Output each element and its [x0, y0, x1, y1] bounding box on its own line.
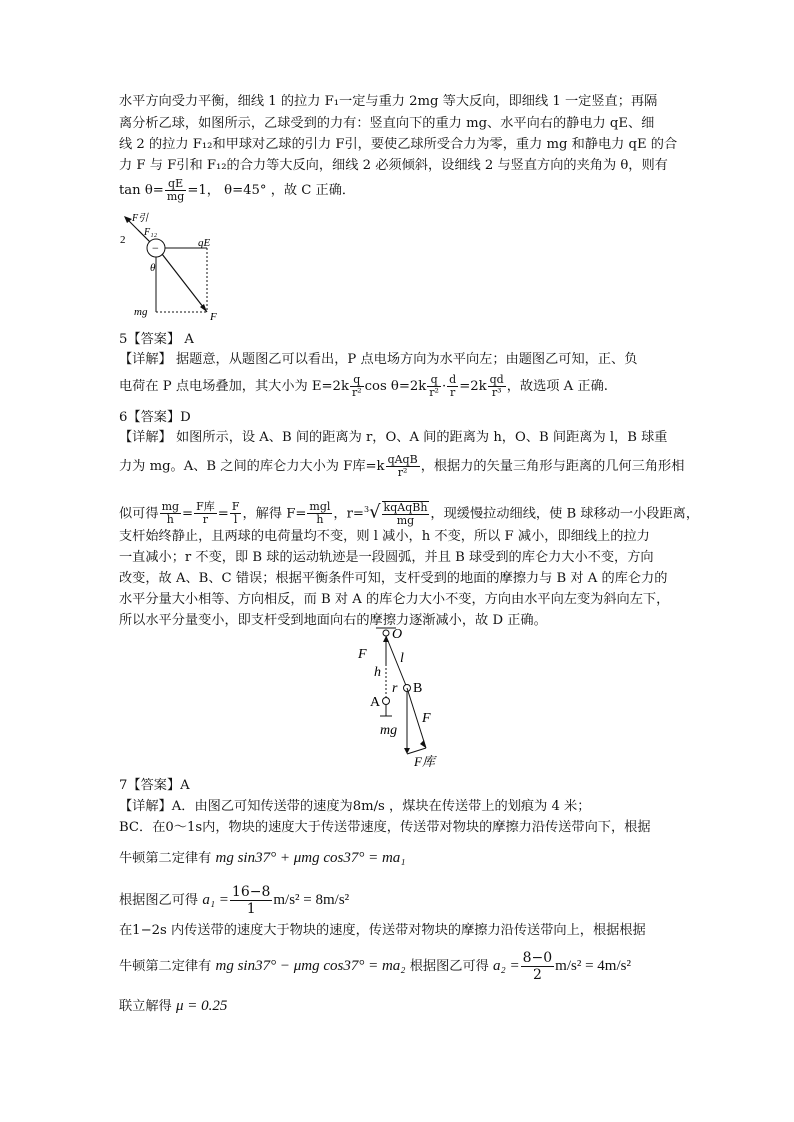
frac-num: F — [231, 500, 240, 514]
math-expr: a₁ = — [202, 892, 229, 908]
eq-text: 牛顿第二定律有 — [119, 959, 212, 974]
label-f-yin: F引 — [132, 213, 149, 224]
fraction — [350, 374, 364, 399]
fraction — [521, 950, 555, 983]
frac-den: r² — [351, 386, 362, 399]
fraction — [447, 374, 458, 399]
label-f: F — [422, 711, 431, 726]
tan-equation — [119, 178, 355, 203]
eq-text: = — [182, 506, 194, 522]
label-f: F — [210, 311, 217, 323]
para-line: 力 F 与 F引和 F₁₂的合力等大反向，细线 2 必须倾斜，设细线 2 与竖直方向的夹角为 θ，则有 — [119, 158, 668, 173]
frac-num: mg — [161, 500, 180, 514]
fraction — [307, 501, 332, 526]
explain-7-line: 在1−2s 内传送带的速度大于物块的速度，传送带对物块的摩擦力沿传送带向上，根据根据 — [119, 923, 646, 938]
math-expr: mg sin37° + μmg cos37° = ma₁ — [215, 850, 406, 866]
explain-6-line: 水平分量大小相等、方向相反，而 B 对 A 的库仑力大小不变，方向由水平向左变为斜向左下， — [119, 592, 670, 607]
explain-7-equation — [119, 950, 631, 983]
frac-num: qAqB — [387, 453, 418, 466]
fraction — [230, 501, 242, 526]
explain-7-equation — [119, 848, 406, 869]
explain-7-equation — [119, 996, 227, 1017]
fraction — [194, 501, 217, 526]
eq-text: ，故选项 A 正确. — [506, 379, 608, 394]
frac-num: F库 — [196, 500, 215, 514]
eq-text: 电荷在 P 点电场叠加，其大小为 E=2k — [119, 379, 349, 394]
explain-6-equation — [119, 500, 699, 527]
math-expr: m/s² = 4m/s² — [555, 958, 631, 974]
label-r: r — [392, 681, 398, 696]
frac-den: r² — [429, 386, 439, 399]
eq-text: 根据图乙可得 — [119, 893, 199, 908]
frac-den: mg — [166, 190, 185, 203]
label-h: h — [374, 665, 381, 680]
resultant-f — [162, 254, 207, 312]
explain-6-line: 支杆始终静止，且两球的电荷量均不变，则 l 减小，h 不变，所以 F 减小，即细线上的拉力 — [119, 529, 650, 544]
pivot-o — [383, 630, 389, 636]
eq-text: =1， θ=45° ，故 C 正确． — [187, 183, 356, 198]
label-line-2: 2 — [120, 234, 126, 246]
label-f-ku: F库 — [414, 754, 435, 769]
eq-text: ，根据力的矢量三角形与距离的几何三角形相 — [420, 459, 685, 474]
explain-5-equation — [119, 374, 608, 399]
eq-text: 似可得 — [119, 506, 159, 522]
fraction — [488, 374, 506, 399]
eq-text: ，现缓慢拉动细线，使 B 球移动一小段距离， — [430, 506, 700, 522]
fraction — [427, 374, 441, 399]
answer-5: 5【答案】 A — [119, 332, 194, 347]
eq-text: tan θ= — [119, 183, 164, 198]
frac-den: h — [316, 513, 324, 527]
eq-text: =2k — [459, 379, 487, 394]
eq-text: ，r= — [333, 506, 364, 522]
explain-6-equation — [119, 454, 684, 479]
frac-num: 8−0 — [522, 950, 553, 966]
arrow-head — [124, 216, 132, 223]
eq-text: 力为 mg。A、B 之间的库仑力大小为 F库=k — [119, 459, 385, 474]
frac-num: mgl — [309, 500, 331, 514]
frac-num: q — [350, 374, 364, 387]
explain-6-line: 【详解】 如图所示，设 A、B 间的距离为 r，O、A 间的距离为 h，O、B 间距离为 l，B 球重 — [119, 430, 668, 445]
root-index: 3 — [363, 505, 370, 514]
math-expr: m/s² = 8m/s² — [273, 892, 350, 908]
eq-text: ，解得 F= — [242, 506, 307, 522]
label-qe: qE — [198, 237, 211, 249]
frac-den: r — [450, 386, 456, 399]
eq-text: 牛顿第二定律有 — [119, 851, 212, 866]
eq-text: · — [441, 379, 447, 394]
force-diagram-ball — [112, 208, 232, 326]
label-mg: mg — [134, 306, 148, 318]
explain-6-line: 改变，故 A、B、C 错误；根据平衡条件可知，支杆受到的地面的摩擦力与 B 对 A 的库仑力的 — [119, 571, 668, 586]
label-f-up: F — [358, 647, 367, 662]
fraction — [160, 501, 181, 526]
math-expr: μ = 0.25 — [175, 998, 228, 1014]
frac-den: 2 — [532, 967, 542, 983]
fraction — [386, 454, 420, 479]
frac-den: mg — [396, 513, 415, 527]
frac-den: r² — [397, 466, 408, 479]
para-line: 水平方向受力平衡，细线 1 的拉力 F₁一定与重力 2mg 等大反向，即细线 1 一定竖直；再隔 — [119, 94, 658, 109]
para-line: 线 2 的拉力 F₁₂和甲球对乙球的引力 F引，要使乙球所受合力为零，重力 mg 和静电力 qE 的合 — [119, 137, 678, 152]
explain-6-line: 一直减小；r 不变，即 B 球的运动轨迹是一段圆弧，并且 B 球受到的库仑力大小不变，方向 — [119, 550, 654, 565]
frac-den: r³ — [491, 386, 502, 399]
explain-7-line: BC．在0～1s内，物块的速度大于传送带速度，传送带对物块的摩擦力沿传送带向下，根据 — [119, 820, 651, 835]
math-expr: mg sin37° − μmg cos37° = ma₂ — [215, 958, 406, 974]
answer-7: 7【答案】A — [119, 778, 190, 793]
label-b: B — [413, 681, 423, 696]
label-a: A — [370, 695, 381, 710]
label-mg: mg — [380, 723, 398, 738]
explain-7-equation — [119, 884, 349, 917]
coulomb-diagram — [340, 624, 460, 770]
frac-num: q — [427, 374, 441, 387]
frac-num: 16−8 — [231, 884, 271, 900]
label-o: O — [392, 627, 403, 642]
frac-num: qd — [489, 373, 504, 386]
math-expr: a₂ = — [493, 958, 520, 974]
frac-den: l — [233, 513, 238, 527]
answer-6: 6【答案】D — [119, 410, 191, 425]
frac-den: h — [166, 513, 174, 527]
frac-den: r — [202, 513, 209, 527]
minus-sign: − — [152, 241, 159, 255]
eq-text: cos θ=2k — [364, 379, 427, 394]
eq-text: 根据图乙可得 — [409, 959, 489, 974]
eq-text: 联立解得 — [119, 999, 172, 1014]
explain-5-line: 【详解】 据题意，从题图乙可以看出，P 点电场方向为水平向左；由题图乙可知，正、负 — [119, 352, 638, 367]
frac-num: d — [449, 373, 457, 386]
explain-6-line: 所以水平分量变小，即支杆受到地面向右的摩擦力逐渐减小，故 D 正确。 — [119, 613, 547, 628]
para-line: 离分析乙球，如图所示，乙球受到的力有：竖直向下的重力 mg、水平向右的静电力 qE、细 — [119, 116, 655, 131]
ball-a — [383, 698, 390, 705]
eq-text: = — [217, 506, 229, 522]
fraction — [382, 501, 430, 527]
label-l: l — [400, 651, 404, 666]
label-f12: F₁₂ — [144, 227, 158, 238]
frac-den: 1 — [246, 901, 256, 917]
label-theta: θ — [150, 262, 156, 274]
radical-sign: √ — [369, 501, 381, 523]
fraction — [230, 884, 272, 917]
frac-num: qE — [165, 178, 186, 191]
explain-7-line: 【详解】A．由图乙可知传送带的速度为8m/s ，煤块在传送带上的划痕为 4 米； — [119, 799, 591, 814]
fraction — [165, 178, 186, 203]
frac-num: kqAqBh — [383, 500, 428, 514]
